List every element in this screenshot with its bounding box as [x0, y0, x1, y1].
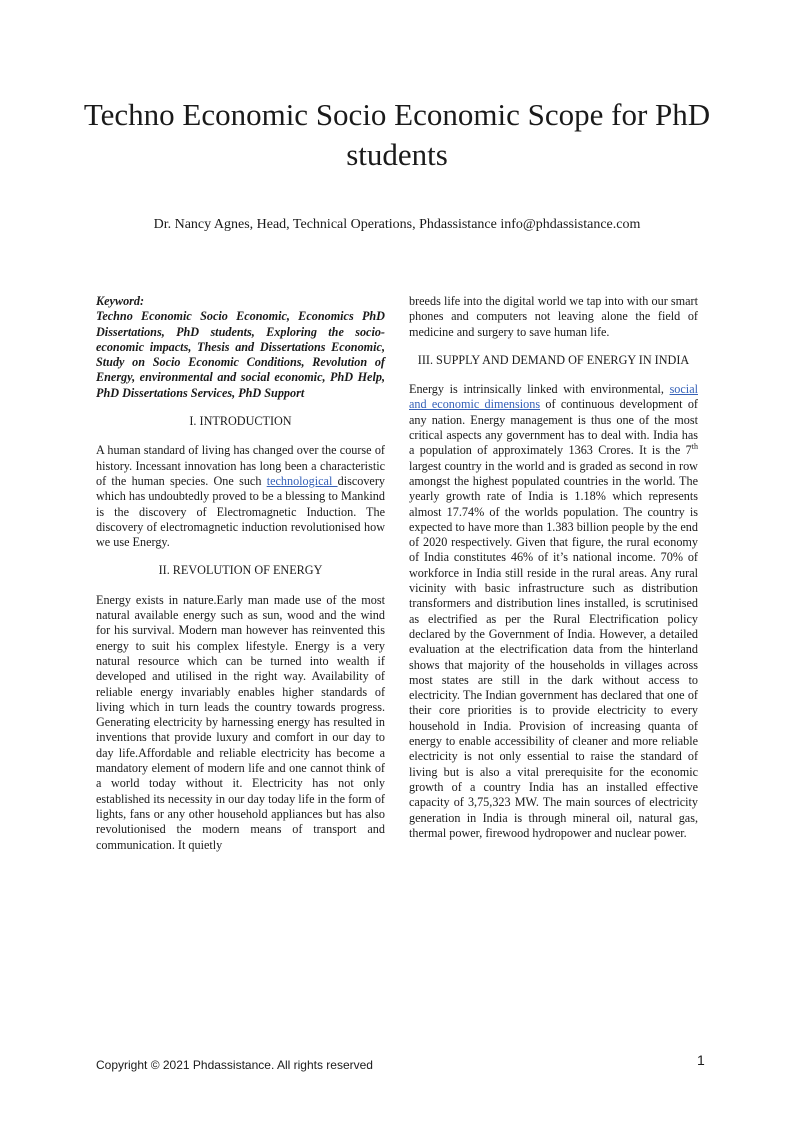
section-heading-revolution: II. REVOLUTION OF ENERGY — [158, 563, 323, 578]
page-number: 1 — [697, 1052, 705, 1068]
social-economic-dimensions-link[interactable]: social and economic dimensions — [409, 382, 698, 412]
section-heading-supply-demand: III. SUPPLY AND DEMAND OF ENERGY IN INDIA — [417, 352, 690, 367]
keywords-text: Techno Economic Socio Economic, Economics PhD Dissertations, PhD students, Exploring the socio-economic impacts, Thesis and Dissertations Economic, Study on Socio Economic Conditions, Revolution of Energy, environmental and social economic, PhD Help, PhD Dissertations Services, PhD Support — [96, 309, 385, 400]
superscript-th: th — [691, 442, 698, 452]
intro-text-start: A human standard of living has changed over the course of history. Incessant innovation has long been a characteristic of the human species. One such — [96, 443, 385, 488]
revolution-paragraph-continued: breeds life into the digital world we tap into with our smart phones and computers not leaving alone the field of medicine and surgery to save human life. — [409, 294, 698, 339]
keywords-label: Keyword: — [96, 294, 145, 308]
left-column — [96, 294, 385, 853]
supply-demand-paragraph — [409, 382, 698, 841]
right-column — [409, 294, 698, 841]
paper-title: Techno Economic Socio Economic Scope for PhD students — [83, 97, 711, 172]
technological-link[interactable]: technological — [266, 473, 338, 488]
section-heading-introduction: I. INTRODUCTION — [189, 414, 292, 429]
copyright-footer: Copyright © 2021 Phdassistance. All rights reserved — [96, 1058, 373, 1072]
introduction-paragraph — [96, 443, 385, 550]
supply-text-end: largest country in the world and is graded as second in row amongst the highest populated countries in the world. The yearly growth rate of India is 1.18% which represents almost 17.74% of the worlds population. The country is expected to have more than 1.383 billion people by the end of 2020 respectively. Given that figure, the rural economy of India constitutes 46% of it’s national income. 70% of workforce in India still reside in the rural areas. Any rural vicinity with basic infrastructure such as distribution transformers and distribution lines installed, is scrutinised as electrified as per the Rural Electrification policy declared by the Government of India. However, a detailed evaluation at the electrification data from the hinterland shows that majority of the households in villages across most states are still in the dark without access to electricity. The Indian government has declared that one of their core priorities is to provide electricity to every household in India. Provision of increasing quanta of energy to enable accessibility of cleaner and more reliable electricity is not only essential to raise the standard of living but is also a vital prerequisite for the economic growth of a country India has an installed effective capacity of 3,75,323 MW. The main sources of electricity generation in India is through mineral oil, natural gas, thermal power, firewood hydropower and nuclear power. — [409, 458, 698, 840]
revolution-paragraph: Energy exists in nature.Early man made use of the most natural available energy such as sun, wood and the wind for his survival. Modern man however has reinvented this energy to suit his complex lifestyle. Energy is a very natural resource which can be turned into wealth if developed and utilised in the right way. Availability of reliable energy invariably enables higher standards of living which in turn leads the country towards progress. Generating electricity by harnessing energy has resulted in inventions that provide luxury and comfort in our day to day life.Affordable and reliable electricity has become a mandatory element of modern life and one cannot think of a world today without it. Electricity has not only established its necessity in our day today life in the form of lights, fans or any other household appliances but has also revolutionised the modern means of transport and communication. It quietly — [96, 592, 385, 852]
supply-text-mid: of continuous development of any nation. Energy management is thus one of the most critical aspects any government has to deal with. India has a population of approximately 1363 Crores. It is the 7 — [409, 397, 698, 458]
author-line: Dr. Nancy Agnes, Head, Technical Operations, Phdassistance info@phdassistance.com — [153, 217, 641, 232]
intro-text-end: discovery which has undoubtedly proved to be a blessing to Mankind is the discovery of Electromagnetic Induction. The discovery of electromagnetic induction revolutionised how we use Energy. — [96, 473, 385, 550]
supply-text-start: Energy is intrinsically linked with environmental, — [409, 382, 670, 397]
